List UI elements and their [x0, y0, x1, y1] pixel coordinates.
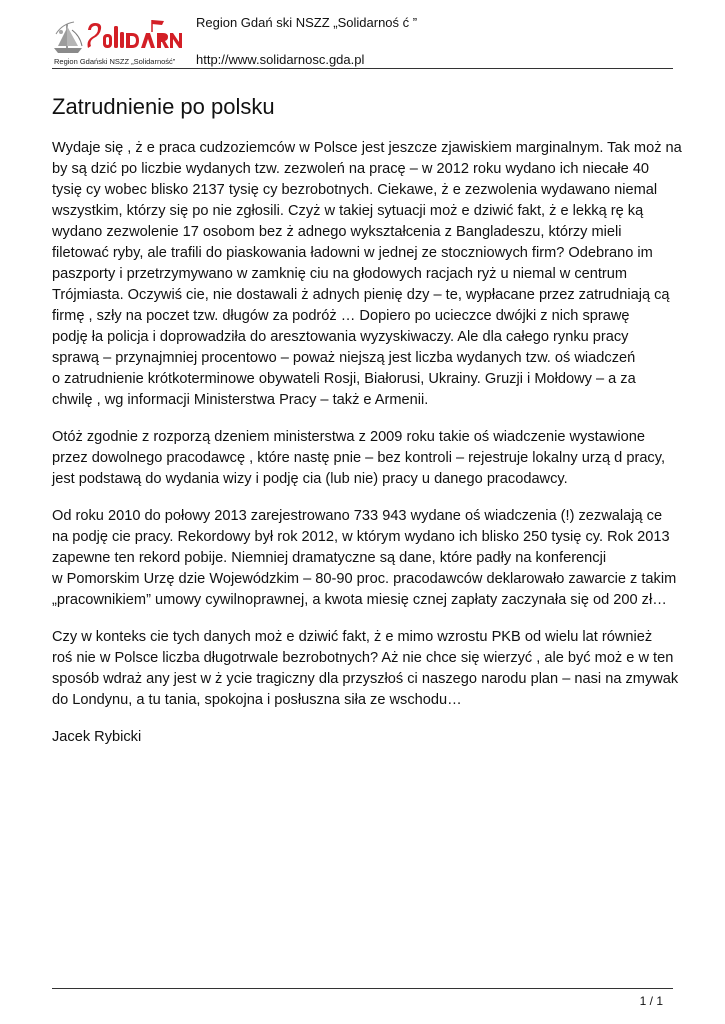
paragraph-line: Trójmiasta. Oczywiś cie, nie dostawali ż adnych pienię dzy – te, wypłacane przez zatrudniają cą: [52, 287, 670, 303]
paragraph-line: przez dowolnego pracodawcę , które nastę pnie – bez kontroli – rejestruje lokalny urzą d pracy,: [52, 450, 666, 466]
paragraph-line: w Pomorskim Urzę dzie Wojewódzkim – 80-90 proc. pracodawców deklarowało zawarcie z takim: [52, 571, 677, 587]
paragraph-2: [52, 427, 680, 490]
article-title: Zatrudnienie po polsku: [52, 94, 275, 119]
paragraph-line: roś nie w Polsce liczba długotrwale bezrobotnych? Aż nie chce się wierzyć , ale być moż e w ten: [52, 650, 674, 666]
site-url[interactable]: http://www.solidarnosc.gda.pl: [196, 52, 365, 67]
site-title: Region Gdań ski NSZZ „Solidarnoś ć ”: [196, 15, 418, 30]
paragraph-line: podję ła policja i doprowadziła do aresztowania wyzyskiwaczy. Ale dla całego rynku pracy: [52, 329, 629, 345]
paragraph-line: filetować ryby, ale trafili do piaskowania ładowni w jednej ze stoczniowych firm? Odebrano im: [52, 245, 653, 261]
paragraph-1: [52, 138, 680, 411]
paragraph-line: Od roku 2010 do połowy 2013 zarejestrowano 733 943 wydane oś wiadczenia (!) zezwalają ce: [52, 508, 663, 524]
paragraph-line: jest podstawą do wydania wizy i podję cia (lub nie) pracy u danego pracodawcy.: [52, 471, 568, 487]
footer-divider: [52, 988, 673, 989]
paragraph-line: na podję cie pracy. Rekordowy był rok 2012, w którym wydano ich blisko 250 tysię cy. Rok 2013: [52, 529, 670, 545]
paragraph-line: tysię cy wobec blisko 2137 tysię cy bezrobotnych. Ciekawe, ż e zezwolenia wydawano niemal: [52, 182, 658, 198]
paragraph-line: o zatrudnienie krótkoterminowe obywateli Rosji, Białorusi, Ukrainy. Gruzji i Mołdowy – a za: [52, 371, 636, 387]
logo-caption: Region Gdański NSZZ „Solidarność”: [54, 57, 176, 66]
header-divider: [52, 68, 673, 69]
paragraph-line: sprawą – przynajmniej procentowo – poważ niejszą jest liczba wydanych tzw. oś wiadczeń: [52, 350, 636, 366]
solidarnosc-logo-art: [52, 18, 188, 54]
paragraph-line: sposób wdraż any jest w ż ycie tragiczny dla przyszłoś ci naszego narodu plan – nasi na zmywak: [52, 671, 679, 687]
paragraph-line: Czy w konteks cie tych danych moż e dziwić fakt, ż e mimo wzrostu PKB od wielu lat również: [52, 629, 653, 645]
paragraph-line: wszystkim, którzy się po nie zgłosili. Czyż w takiej sytuacji moż e dziwić fakt, ż e lekką rę ką: [52, 203, 644, 219]
paragraph-line: firmę , szły na poczet tzw. długów za podróż … Dopiero po ucieczce dwójki z nich sprawę: [52, 308, 630, 324]
solidarnosc-logo: [52, 18, 188, 68]
paragraph-line: Otóż zgodnie z rozporzą dzeniem ministerstwa z 2009 roku takie oś wiadczenie wystawione: [52, 429, 645, 445]
paragraph-line: Wydaje się , ż e praca cudzoziemców w Polsce jest jeszcze zjawiskiem marginalnym. Tak moż na: [52, 140, 682, 156]
page-number: 1 / 1: [639, 994, 663, 1008]
paragraph-line: zapewne ten rekord pobije. Niemniej dramatyczne są dane, które padły na konferencji: [52, 550, 607, 566]
paragraph-line: wydano zezwolenie 17 osobom bez ż adnego wykształcenia z Bangladeszu, którzy mieli: [52, 224, 622, 240]
paragraph-line: paszporty i przetrzymywano w zamknię ciu na głodowych racjach ryż u niemal w centrum: [52, 266, 628, 282]
article-author: Jacek Rybicki: [52, 729, 142, 745]
paragraph-line: do Londynu, a tu tania, spokojna i posłuszna siła ze wschodu…: [52, 692, 462, 708]
paragraph-line: „pracownikiem” umowy cywilnoprawnej, a kwota miesię cznej zapłaty zaczynała się od 200 zł…: [52, 592, 667, 608]
paragraph-line: by są dzić po liczbie wydanych tzw. zezwoleń na pracę – w 2012 roku wydano ich niecałe 40: [52, 161, 650, 177]
article-body: [52, 138, 680, 748]
paragraph-4: [52, 627, 680, 711]
paragraph-line: chwilę , wg informacji Ministerstwa Pracy – takż e Armenii.: [52, 392, 429, 408]
page-header: [52, 12, 673, 70]
paragraph-3: [52, 506, 680, 611]
